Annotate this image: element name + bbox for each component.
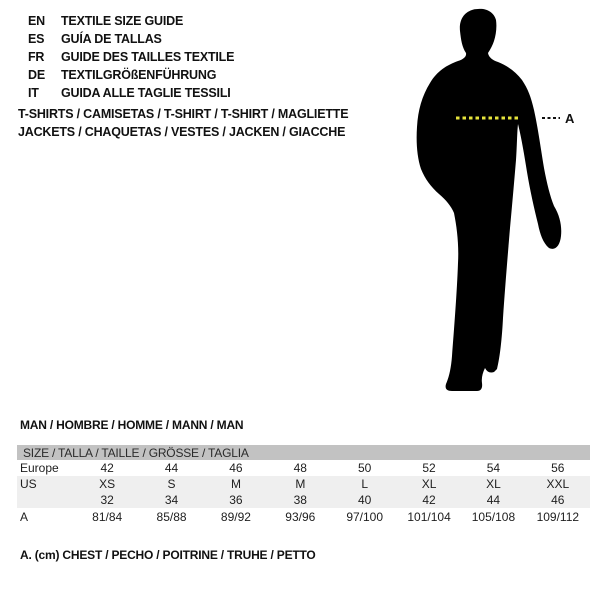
cell: 42 [422, 493, 436, 507]
cell: 44 [164, 461, 179, 475]
section-title-man: MAN / HOMBRE / HOMME / MANN / MAN [20, 418, 244, 432]
cell: 32 [100, 493, 114, 507]
size-table-header-row [17, 445, 590, 460]
cell: XL [486, 477, 501, 491]
cell: M [230, 477, 241, 491]
cell: XL [421, 477, 437, 491]
language-row-fr [28, 48, 234, 66]
cell: 109/112 [536, 510, 580, 524]
category-heading [18, 105, 348, 141]
cell: 42 [100, 461, 114, 475]
cell: 85/88 [156, 510, 187, 524]
row-label: A [20, 510, 29, 524]
language-code: DE [28, 68, 45, 82]
cell: 36 [229, 493, 243, 507]
man-silhouette-figure [390, 0, 600, 400]
language-code: IT [28, 86, 39, 100]
row-label [17, 492, 75, 508]
cell: 48 [293, 461, 307, 475]
table-row-us [17, 476, 590, 492]
cell: 93/96 [285, 510, 316, 524]
category-line-tshirts: T-SHIRTS / CAMISETAS / T-SHIRT / T-SHIRT / MAGLIETTE [18, 107, 349, 121]
language-list [28, 12, 234, 102]
language-label: TEXTILGRÖßENFÜHRUNG [61, 68, 217, 82]
cell: 56 [551, 461, 565, 475]
language-code: ES [28, 32, 45, 46]
man-silhouette [417, 9, 562, 391]
cell: L [361, 477, 369, 491]
table-row-us-numeric [17, 492, 590, 508]
cell: 34 [164, 493, 179, 507]
measure-footnote: A. (cm) CHEST / PECHO / POITRINE / TRUHE / PETTO [20, 548, 316, 562]
cell: 97/100 [346, 510, 384, 524]
cell: 54 [486, 461, 501, 475]
cell: 46 [551, 493, 565, 507]
cell: 52 [422, 461, 436, 475]
language-label: GUIDA ALLE TAGLIE TESSILI [61, 86, 231, 100]
cell: 44 [486, 493, 501, 507]
row-label: Europe [20, 461, 59, 475]
language-row-en [28, 12, 234, 30]
language-code: FR [28, 50, 45, 64]
language-row-de [28, 66, 234, 84]
cell: XXL [546, 477, 570, 491]
cell: XS [99, 477, 116, 491]
language-label: GUIDE DES TAILLES TEXTILE [61, 50, 235, 64]
cell: 38 [293, 493, 307, 507]
measure-label-a: A [565, 111, 575, 126]
language-label: TEXTILE SIZE GUIDE [61, 14, 184, 28]
language-label: GUÍA DE TALLAS [61, 32, 162, 46]
cell: 50 [358, 461, 372, 475]
language-row-it [28, 84, 234, 102]
cell: 105/108 [471, 510, 516, 524]
cell: 81/84 [92, 510, 123, 524]
row-label: US [20, 477, 37, 491]
cell: M [295, 477, 306, 491]
language-code: EN [28, 14, 45, 28]
category-line-jackets: JACKETS / CHAQUETAS / VESTES / JACKEN / GIACCHE [18, 125, 346, 139]
language-row-es [28, 30, 234, 48]
cell: 40 [358, 493, 372, 507]
cell: 46 [229, 461, 243, 475]
cell: 89/92 [220, 510, 251, 524]
table-row-chest-a [17, 508, 590, 526]
table-row-europe [17, 460, 590, 476]
size-table [17, 445, 590, 526]
size-table-header: SIZE / TALLA / TAILLE / GRÖSSE / TAGLIA [17, 445, 590, 460]
cell: S [167, 477, 176, 491]
cell: 101/104 [407, 510, 451, 524]
